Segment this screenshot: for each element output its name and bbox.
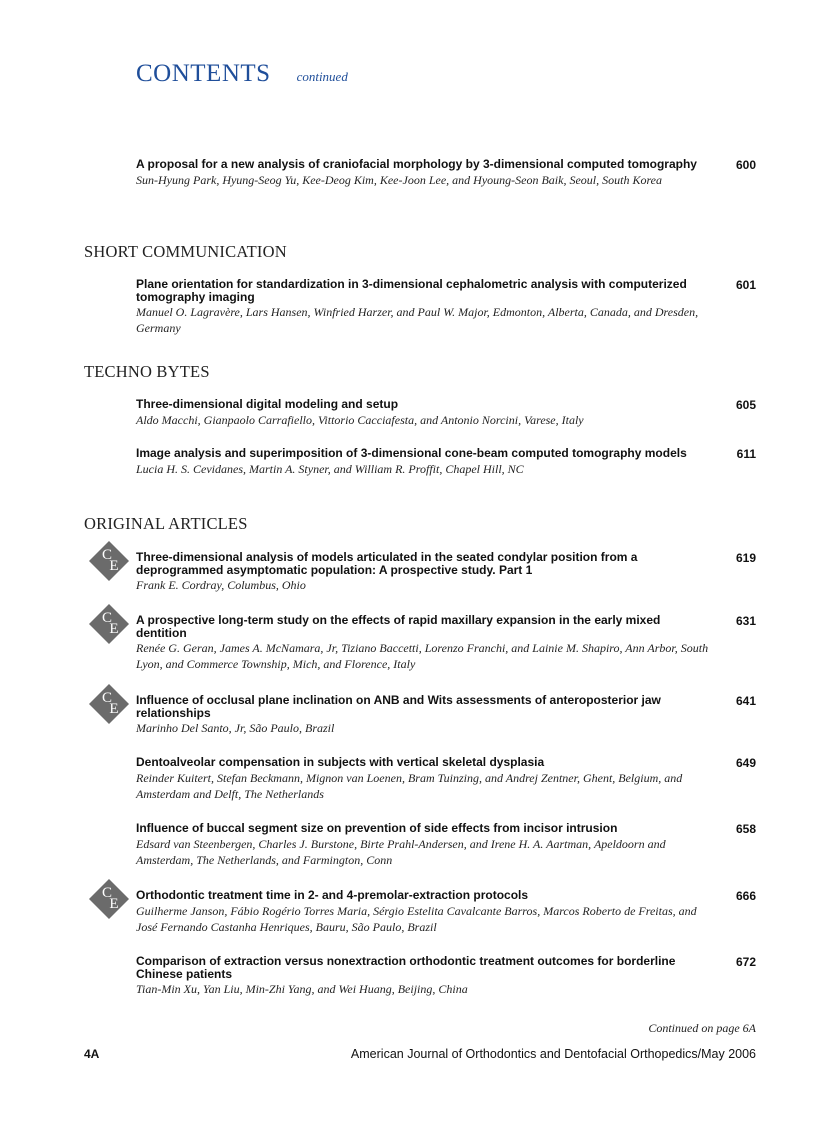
ce-letter-c: C: [101, 610, 113, 626]
article-authors: Aldo Macchi, Gianpaolo Carrafiello, Vittorio Cacciafesta, and Antonio Norcini, Varese, Italy: [136, 412, 584, 427]
article-title[interactable]: A prospective long-term study on the effects of rapid maxillary expansion in the early mixed dentition: [136, 613, 661, 640]
toc-entry[interactable]: [101, 610, 756, 672]
page-number: 631: [735, 614, 756, 628]
article-title[interactable]: Image analysis and superimposition of 3-dimensional cone-beam computed tomography models: [136, 446, 687, 460]
section-heading-original-articles: ORIGINAL ARTICLES: [84, 514, 248, 533]
page-number: 666: [735, 889, 756, 903]
ce-letter-e: E: [109, 701, 119, 717]
article-title[interactable]: Three-dimensional analysis of models articulated in the seated condylar position from a deprogrammed asymptomatic population: A prospective study. Part 1: [136, 550, 638, 577]
page-number: 611: [736, 447, 756, 461]
toc-entry[interactable]: [136, 756, 756, 802]
ce-letter-e: E: [109, 896, 119, 912]
article-title[interactable]: A proposal for a new analysis of craniofacial morphology by 3-dimensional computed tomography: [136, 157, 697, 171]
ce-credit-icon: [87, 539, 131, 583]
page-title: CONTENTS: [136, 60, 271, 87]
toc-entry[interactable]: [136, 278, 756, 336]
page-number: 672: [735, 955, 756, 969]
article-authors: Lucia H. S. Cevidanes, Martin A. Styner, and William R. Proffit, Chapel Hill, NC: [136, 461, 524, 476]
section-heading-techno-bytes: TECHNO BYTES: [84, 362, 210, 381]
article-title[interactable]: Influence of occlusal plane inclination on ANB and Wits assessments of anteroposterior jaw relationships: [136, 693, 661, 720]
toc-entry[interactable]: [101, 547, 756, 593]
article-title[interactable]: Dentoalveolar compensation in subjects with vertical skeletal dysplasia: [136, 755, 545, 769]
ce-credit-icon: [87, 877, 131, 921]
footer-page-number: 4A: [84, 1047, 100, 1061]
article-title[interactable]: Three-dimensional digital modeling and setup: [136, 397, 399, 411]
ce-letter-c: C: [101, 547, 113, 563]
page-number: 601: [735, 278, 756, 292]
ce-letter-c: C: [101, 885, 113, 901]
ce-letter-e: E: [109, 621, 119, 637]
toc-entry[interactable]: [136, 398, 756, 428]
ce-letter-e: E: [109, 558, 119, 574]
article-authors: Guilherme Janson, Fábio Rogério Torres Maria, Sérgio Estelita Cavalcante Barros, Marcos Roberto de Freitas, and José Fernando Castanha Henriques, Bauru, São Paulo, Brazil: [136, 903, 697, 934]
continued-note: Continued on page 6A: [648, 1021, 756, 1035]
page-number: 619: [735, 551, 756, 565]
section-heading-short-communication: SHORT COMMUNICATION: [84, 242, 287, 261]
page-header: [136, 60, 348, 88]
article-authors: Renée G. Geran, James A. McNamara, Jr, Tiziano Baccetti, Lorenzo Franchi, and Lainie M. Shapiro, Ann Arbor, South Lyon, and Commerce Township, Mich, and Florence, Italy: [136, 641, 709, 671]
page-number: 658: [735, 822, 756, 836]
page-number: 641: [735, 694, 756, 708]
article-authors: Sun-Hyung Park, Hyung-Seog Yu, Kee-Deog Kim, Kee-Joon Lee, and Hyoung-Seon Baik, Seoul, South Korea: [136, 172, 663, 187]
article-title[interactable]: Comparison of extraction versus nonextraction orthodontic treatment outcomes for borderline Chinese patients: [136, 954, 676, 981]
article-authors: Edsard van Steenbergen, Charles J. Burstone, Birte Prahl-Andersen, and Irene H. A. Aartman, Apeldoorn and Amsterdam, The Netherlands, and Farmington, Conn: [136, 836, 666, 867]
article-authors: Manuel O. Lagravère, Lars Hansen, Winfried Harzer, and Paul W. Major, Edmonton, Alberta, Canada, and Dresden, Germany: [136, 305, 699, 335]
article-authors: Marinho Del Santo, Jr, São Paulo, Brazil: [136, 721, 335, 735]
article-title[interactable]: Influence of buccal segment size on prevention of side effects from incisor intrusion: [136, 821, 618, 835]
page-number: 605: [735, 398, 756, 412]
toc-entry[interactable]: [136, 822, 756, 868]
article-authors: Tian-Min Xu, Yan Liu, Min-Zhi Yang, and Wei Huang, Beijing, China: [136, 982, 468, 996]
ce-credit-icon: [87, 602, 131, 646]
page-subtitle: continued: [296, 69, 348, 84]
ce-letter-c: C: [101, 690, 113, 706]
ce-credit-icon: [87, 682, 131, 726]
toc-entry[interactable]: [101, 885, 756, 935]
toc-entry[interactable]: [136, 955, 756, 997]
toc-entry[interactable]: [101, 690, 756, 736]
article-title[interactable]: Orthodontic treatment time in 2- and 4-premolar-extraction protocols: [136, 888, 529, 902]
article-authors: Reinder Kuitert, Stefan Beckmann, Mignon van Loenen, Bram Tuinzing, and Andrej Zentner, Ghent, Belgium, and Amsterdam and Delft, The Netherlands: [136, 770, 683, 801]
toc-entry[interactable]: [136, 158, 756, 188]
footer-journal-name: American Journal of Orthodontics and Dentofacial Orthopedics/May 2006: [350, 1047, 756, 1061]
page-number: 649: [735, 756, 756, 770]
article-authors: Frank E. Cordray, Columbus, Ohio: [136, 578, 306, 592]
article-title[interactable]: Plane orientation for standardization in 3-dimensional cephalometric analysis with computerized tomography imaging: [136, 277, 687, 304]
toc-entry[interactable]: [136, 447, 756, 477]
page-number: 600: [735, 158, 756, 172]
